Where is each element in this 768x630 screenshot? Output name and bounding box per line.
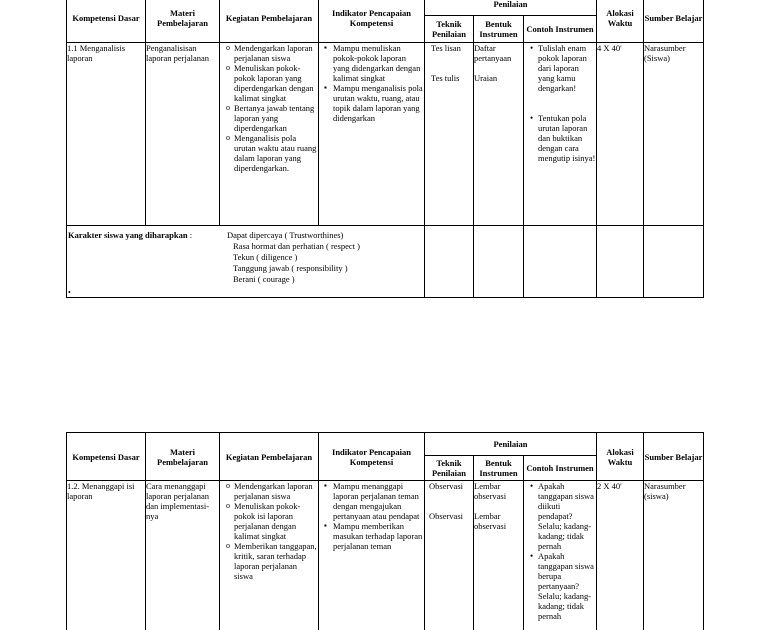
materi-cell: Penganalisisan laporan perjalanan: [146, 43, 220, 226]
header-penilaian: Penilaian: [425, 0, 597, 16]
list-item: ▪ Mampu menanggapi laporan perjalanan teman dengan mengajukan pertanyaan atau pendapat: [333, 481, 424, 521]
list-item: o Mendengarkan laporan perjalanan siswa: [234, 43, 318, 63]
list-item: • Apakah tanggapan siswa diikuti pendapat? Selalu; kadang-kadang; tidak pernah: [538, 481, 596, 551]
list-item: o Menuliskan pokok-pokok isi laporan perjalanan dengan kalimat singkat: [234, 501, 318, 541]
indikator-cell: [319, 43, 425, 226]
list-item: o Mendengarkan laporan perjalanan siswa: [234, 481, 318, 501]
list-item: o Menuliskan pokok-pokok laporan yang diperdengarkan dengan kalimat singkat: [234, 63, 318, 103]
header-teknik: Teknik Penilaian: [425, 456, 474, 481]
list-item: ▪ Mampu memberikan masukan terhadap laporan perjalanan teman: [333, 521, 424, 551]
sumber-cell: Narasumber (siswa): [644, 481, 704, 630]
header-alokasi: Alokasi Waktu: [597, 433, 644, 481]
list-item: • Tentukan pola urutan laporan dan buktikan dengan cara mengutip isinya!: [538, 113, 596, 163]
syllabus-table-2: [66, 432, 704, 630]
karakter-item: Tekun ( diligence ): [233, 252, 298, 262]
karakter-item: Rasa hormat dan perhatian ( respect ): [233, 241, 360, 251]
header-sumber: Sumber Belajar: [644, 433, 704, 481]
bentuk-item: Uraian: [474, 73, 498, 83]
header-kegiatan: Kegiatan Pembelajaran: [220, 433, 319, 481]
materi-cell: Cara menanggapi laporan perjalanan dan implementasi-nya: [146, 481, 220, 630]
table-row: [67, 43, 704, 226]
header-alokasi: Alokasi Waktu: [597, 0, 644, 43]
alokasi-cell: 2 X 40': [597, 481, 644, 630]
header-indikator: Indikator Pencapaian Kompetensi: [319, 433, 425, 481]
header-materi: Materi Pembelajaran: [146, 433, 220, 481]
list-item: ▪ Mampu menganalisis pola urutan waktu, ruang, atau topik dalam laporan yang didengarkan: [333, 83, 424, 123]
bullet-mark: •: [68, 288, 71, 297]
list-item: • Tulislah enam pokok laporan dari laporan yang kamu dengarkan!: [538, 43, 596, 93]
karakter-label: Karakter siswa yang diharapkan :: [68, 230, 193, 240]
karakter-item: Berani ( courage ): [233, 274, 295, 284]
sumber-cell: Narasumber (Siswa): [644, 43, 704, 226]
teknik-item: Tes tulis: [431, 73, 460, 83]
teknik-cell: [425, 43, 474, 226]
header-indikator: Indikator Pencapaian Kompetensi: [319, 0, 425, 43]
list-item: o Memberikan tanggapan, kritik, saran terhadap laporan perjalanan siswa: [234, 541, 318, 581]
list-item: • Apakah tanggapan siswa berupa pertanyaan? Selalu; kadang-kadang; tidak pernah: [538, 551, 596, 621]
alokasi-cell: 4 X 40': [597, 43, 644, 226]
karakter-item: Tanggung jawab ( responsibility ): [233, 263, 348, 273]
list-item: o Bertanya jawab tentang laporan yang diperdengarkan: [234, 103, 318, 133]
indikator-cell: [319, 481, 425, 630]
teknik-item: Observasi: [429, 511, 463, 521]
bentuk-cell: [474, 43, 524, 226]
header-contoh: Contoh Instrumen: [524, 16, 597, 43]
header-teknik: Teknik Penilaian: [425, 16, 474, 43]
kompetensi-cell: 1.2. Menanggapi isi laporan: [67, 481, 146, 630]
header-kompetensi: Kompetensi Dasar: [67, 433, 146, 481]
bentuk-cell: [474, 481, 524, 630]
bentuk-item: Lembar observasi: [474, 481, 507, 501]
contoh-cell: [524, 481, 597, 630]
kegiatan-cell: [220, 43, 319, 226]
karakter-cell: [67, 226, 425, 298]
header-materi: Materi Pembelajaran: [146, 0, 220, 43]
contoh-cell: [524, 43, 597, 226]
teknik-cell: [425, 481, 474, 630]
header-contoh: Contoh Instrumen: [524, 456, 597, 481]
header-penilaian: Penilaian: [425, 433, 597, 456]
teknik-item: Tes lisan: [431, 43, 461, 53]
header-kompetensi: Kompetensi Dasar: [67, 0, 146, 43]
syllabus-table-1: [66, 0, 704, 298]
header-kegiatan: Kegiatan Pembelajaran: [220, 0, 319, 43]
karakter-row: [67, 226, 704, 298]
kompetensi-cell: 1.1 Menganalisis laporan: [67, 43, 146, 226]
bentuk-item: Daftar pertanyaan: [474, 43, 512, 63]
header-bentuk: Bentuk Instrumen: [474, 16, 524, 43]
bentuk-item: Lembar observasi: [474, 511, 507, 531]
karakter-item: Dapat dipercaya ( Trustworthines): [227, 230, 344, 240]
table-row: [67, 481, 704, 630]
teknik-item: Observasi: [429, 481, 463, 491]
header-sumber: Sumber Belajar: [644, 0, 704, 43]
list-item: ▪ Mampu menuliskan pokok-pokok laporan yang didengarkan dengan kalimat singkat: [333, 43, 424, 83]
header-bentuk: Bentuk Instrumen: [474, 456, 524, 481]
kegiatan-cell: [220, 481, 319, 630]
list-item: o Menganalisis pola urutan waktu atau ruang dalam laporan yang diperdengarkan.: [234, 133, 318, 173]
karakter-list: [227, 230, 360, 285]
